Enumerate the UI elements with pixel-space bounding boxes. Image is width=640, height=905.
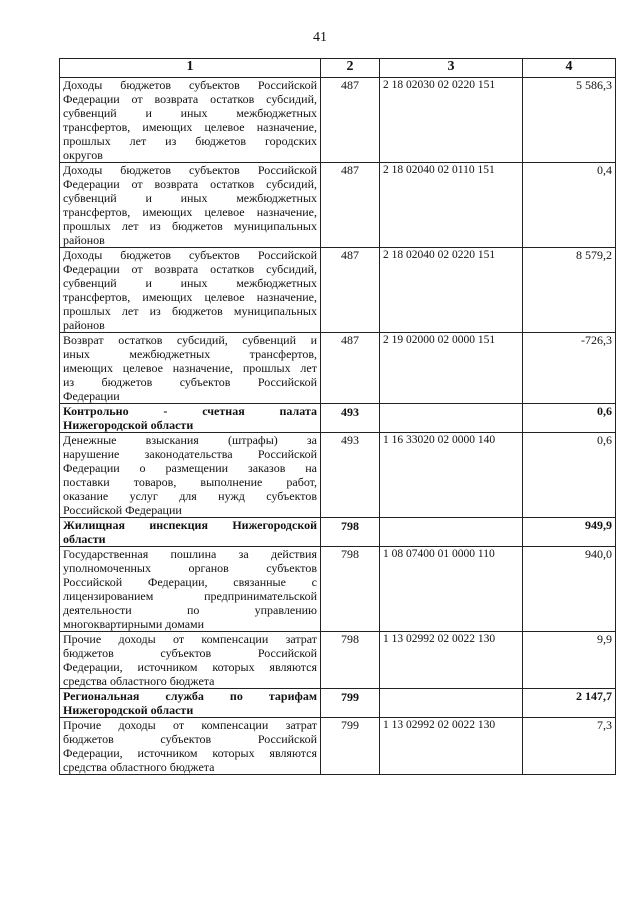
amount: -726,3 <box>523 333 616 404</box>
description-line: деятельности по управлению <box>63 603 317 617</box>
admin-code: 487 <box>321 78 380 163</box>
revenue-classification-code: 2 19 02000 02 0000 151 <box>380 333 523 404</box>
row-description <box>60 433 321 518</box>
revenue-classification-code: 1 08 07400 01 0000 110 <box>380 547 523 632</box>
description-line: нарушение законодательства Российской <box>63 447 317 461</box>
description-line: Нижегородской области <box>63 418 194 432</box>
description-line: Федерации от возврата остатков субсидий, <box>63 262 317 276</box>
amount: 5 586,3 <box>523 78 616 163</box>
revenue-classification-code: 1 13 02992 02 0022 130 <box>380 632 523 689</box>
description-line: Жилищная инспекция Нижегородской <box>63 518 317 532</box>
description-line: Нижегородской области <box>63 703 194 717</box>
table-row <box>60 632 616 689</box>
description-line: Прочие доходы от компенсации затрат <box>63 718 317 732</box>
description-line: Федерации, источником которых являются <box>63 746 317 760</box>
table-row <box>60 718 616 775</box>
row-description <box>60 689 321 718</box>
column-header: 3 <box>380 59 523 78</box>
description-line: прошлых лет из бюджетов муниципальных <box>63 304 317 318</box>
row-description <box>60 163 321 248</box>
amount: 0,4 <box>523 163 616 248</box>
description-line: средства областного бюджета <box>63 760 215 774</box>
revenue-classification-code: 2 18 02030 02 0220 151 <box>380 78 523 163</box>
admin-code: 487 <box>321 333 380 404</box>
table-header-row <box>60 59 616 78</box>
amount: 940,0 <box>523 547 616 632</box>
description-line: Федерации от возврата остатков субсидий, <box>63 177 317 191</box>
description-line: Региональная служба по тарифам <box>63 689 317 703</box>
column-header: 1 <box>60 59 321 78</box>
budget-revenue-table <box>59 58 616 775</box>
admin-code: 798 <box>321 632 380 689</box>
row-description <box>60 547 321 632</box>
description-line: средства областного бюджета <box>63 674 215 688</box>
revenue-classification-code <box>380 404 523 433</box>
amount: 9,9 <box>523 632 616 689</box>
description-line: трансфертов, имеющих целевое назначение, <box>63 120 317 134</box>
description-line: Российской Федерации, связанные с <box>63 575 317 589</box>
table-row <box>60 78 616 163</box>
row-description <box>60 518 321 547</box>
column-header: 2 <box>321 59 380 78</box>
description-line: трансфертов, имеющих целевое назначение, <box>63 205 317 219</box>
description-line: Доходы бюджетов субъектов Российской <box>63 78 317 92</box>
revenue-classification-code: 2 18 02040 02 0220 151 <box>380 248 523 333</box>
revenue-classification-code <box>380 518 523 547</box>
row-description <box>60 404 321 433</box>
description-line: районов <box>63 318 105 332</box>
description-line: районов <box>63 233 105 247</box>
description-line: области <box>63 532 106 546</box>
amount: 7,3 <box>523 718 616 775</box>
description-line: Доходы бюджетов субъектов Российской <box>63 163 317 177</box>
description-line: Федерации <box>63 389 120 403</box>
page-number: 41 <box>313 30 327 45</box>
description-line: округов <box>63 148 103 162</box>
admin-code: 799 <box>321 718 380 775</box>
description-line: Федерации о размещении заказов на <box>63 461 317 475</box>
table-row <box>60 163 616 248</box>
table-row <box>60 433 616 518</box>
description-line: многоквартирными домами <box>63 617 205 631</box>
description-line: имеющих целевое назначение, прошлых лет <box>63 361 317 375</box>
revenue-classification-code <box>380 689 523 718</box>
revenue-classification-code: 2 18 02040 02 0110 151 <box>380 163 523 248</box>
row-description <box>60 333 321 404</box>
admin-code: 493 <box>321 433 380 518</box>
description-line: лицензированием предпринимательской <box>63 589 317 603</box>
description-line: субвенций и иных межбюджетных <box>63 106 317 120</box>
description-line: иных межбюджетных трансфертов, <box>63 347 317 361</box>
description-line: Федерации, источником которых являются <box>63 660 317 674</box>
description-line: Возврат остатков субсидий, субвенций и <box>63 333 317 347</box>
amount: 0,6 <box>523 404 616 433</box>
description-line: Федерации от возврата остатков субсидий, <box>63 92 317 106</box>
description-line: прошлых лет из бюджетов городских <box>63 134 317 148</box>
description-line: субвенций и иных межбюджетных <box>63 276 317 290</box>
description-line: бюджетов субъектов Российской <box>63 646 317 660</box>
column-header: 4 <box>523 59 616 78</box>
admin-code: 487 <box>321 163 380 248</box>
description-line: Прочие доходы от компенсации затрат <box>63 632 317 646</box>
revenue-classification-code: 1 13 02992 02 0022 130 <box>380 718 523 775</box>
amount: 8 579,2 <box>523 248 616 333</box>
table-row <box>60 333 616 404</box>
admin-code: 798 <box>321 518 380 547</box>
description-line: Российской Федерации <box>63 503 182 517</box>
description-line: Государственная пошлина за действия <box>63 547 317 561</box>
amount: 0,6 <box>523 433 616 518</box>
table-row <box>60 547 616 632</box>
description-line: из бюджетов субъектов Российской <box>63 375 317 389</box>
description-line: трансфертов, имеющих целевое назначение, <box>63 290 317 304</box>
description-line: Контрольно - счетная палата <box>63 404 317 418</box>
organization-row <box>60 518 616 547</box>
row-description <box>60 718 321 775</box>
organization-row <box>60 404 616 433</box>
description-line: Доходы бюджетов субъектов Российской <box>63 248 317 262</box>
amount: 2 147,7 <box>523 689 616 718</box>
row-description <box>60 248 321 333</box>
description-line: субвенций и иных межбюджетных <box>63 191 317 205</box>
description-line: бюджетов субъектов Российской <box>63 732 317 746</box>
description-line: уполномоченных органов субъектов <box>63 561 317 575</box>
description-line: оказание услуг для нужд субъектов <box>63 489 317 503</box>
row-description <box>60 78 321 163</box>
admin-code: 799 <box>321 689 380 718</box>
row-description <box>60 632 321 689</box>
description-line: поставки товаров, выполнение работ, <box>63 475 317 489</box>
admin-code: 493 <box>321 404 380 433</box>
admin-code: 798 <box>321 547 380 632</box>
organization-row <box>60 689 616 718</box>
amount: 949,9 <box>523 518 616 547</box>
table-row <box>60 248 616 333</box>
admin-code: 487 <box>321 248 380 333</box>
description-line: прошлых лет из бюджетов муниципальных <box>63 219 317 233</box>
revenue-classification-code: 1 16 33020 02 0000 140 <box>380 433 523 518</box>
description-line: Денежные взыскания (штрафы) за <box>63 433 317 447</box>
